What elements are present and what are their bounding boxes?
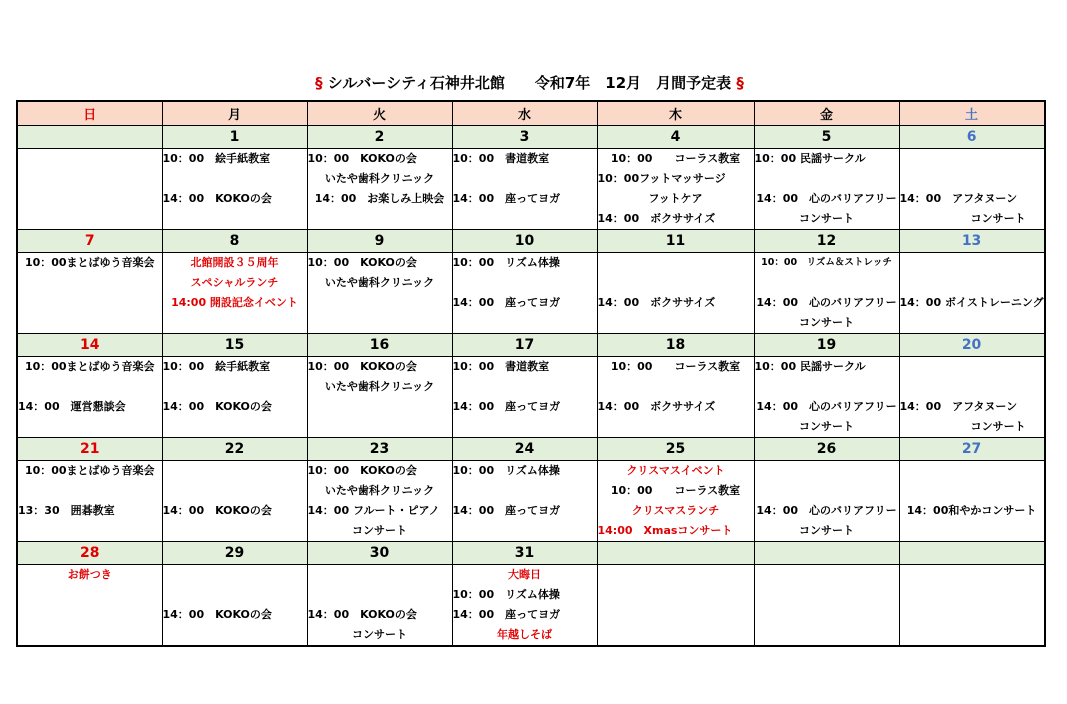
event-line: 10：00まとばゆう音楽会 xyxy=(24,256,155,269)
date-number xyxy=(17,126,162,149)
event-line xyxy=(308,565,452,585)
date-number: 9 xyxy=(307,230,452,253)
event-line: フットケア xyxy=(648,192,703,205)
day-cell xyxy=(307,253,452,334)
day-cell xyxy=(754,565,899,647)
date-number: 28 xyxy=(17,542,162,565)
calendar-body xyxy=(17,126,1045,647)
day-cell xyxy=(597,253,754,334)
date-number: 2 xyxy=(307,126,452,149)
event-line: 14：00 KOKOの会 xyxy=(162,400,272,413)
event-line xyxy=(453,169,597,189)
event-line: スペシャルランチ xyxy=(190,276,279,289)
event-line: 10：00 書道教室 xyxy=(452,360,550,373)
event-line xyxy=(18,481,162,501)
event-line: クリスマスランチ xyxy=(631,504,720,517)
event-line xyxy=(900,461,1044,481)
event-line: 14:00 開設記念イベント xyxy=(171,296,298,309)
event-line xyxy=(900,149,1044,169)
event-line: コンサート xyxy=(799,316,854,329)
event-line: コンサート xyxy=(799,212,854,225)
date-number: 1 xyxy=(162,126,307,149)
event-line: いたや歯科クリニック xyxy=(324,380,435,393)
event-line: 14：00 KOKOの会 xyxy=(307,608,417,621)
event-line xyxy=(453,481,597,501)
event-line: 14:00 Xmasコンサート xyxy=(597,524,733,537)
day-cell xyxy=(307,357,452,438)
date-row xyxy=(17,334,1045,357)
date-number: 30 xyxy=(307,542,452,565)
event-line: 10：00フットマッサージ xyxy=(597,172,726,185)
section-mark-right: § xyxy=(736,74,744,92)
date-number: 7 xyxy=(17,230,162,253)
day-cell xyxy=(597,149,754,230)
event-line: コンサート xyxy=(970,420,1026,433)
date-number: 31 xyxy=(452,542,597,565)
event-line: 14：00 KOKOの会 xyxy=(162,608,272,621)
day-cell xyxy=(17,149,162,230)
event-line: 14：00 ボイストレーニング xyxy=(899,296,1044,309)
day-cell xyxy=(17,357,162,438)
event-line xyxy=(598,377,754,397)
event-line xyxy=(163,481,307,501)
date-number: 10 xyxy=(452,230,597,253)
weekday-sun: 日 xyxy=(17,101,162,126)
event-line: 10：00 コーラス教室 xyxy=(610,484,741,497)
date-row xyxy=(17,126,1045,149)
event-line xyxy=(308,585,452,605)
monthly-schedule-table xyxy=(16,100,1046,647)
day-cell xyxy=(162,461,307,542)
day-cell xyxy=(754,253,899,334)
event-line: 14：00 アフタヌーン xyxy=(899,192,1018,205)
event-line: コンサート xyxy=(352,628,407,641)
event-line: 14：00和やかコンサート xyxy=(906,504,1037,517)
event-line: コンサート xyxy=(799,524,854,537)
event-line: 10：00まとばゆう音楽会 xyxy=(24,464,155,477)
event-line: 14：00 心のバリアフリー xyxy=(756,504,897,517)
event-line xyxy=(453,209,597,229)
event-line: 10：00 リズム体操 xyxy=(452,464,560,477)
day-cell xyxy=(17,253,162,334)
event-line: 14：00 心のバリアフリー xyxy=(756,400,897,413)
weekday-fri: 金 xyxy=(754,101,899,126)
event-line xyxy=(900,273,1044,293)
date-number: 25 xyxy=(597,438,754,461)
day-cell xyxy=(899,565,1045,647)
event-line: 14：00 アフタヌーン xyxy=(899,400,1018,413)
event-line: 14：00 座ってヨガ xyxy=(452,608,561,621)
date-number: 12 xyxy=(754,230,899,253)
event-line xyxy=(900,169,1044,189)
day-cell xyxy=(307,149,452,230)
events-row xyxy=(17,149,1045,230)
weekday-header-row xyxy=(17,101,1045,126)
day-cell xyxy=(899,357,1045,438)
event-line xyxy=(308,209,452,229)
event-line: 10：00 絵手紙教室 xyxy=(162,360,271,373)
day-cell xyxy=(17,461,162,542)
date-number xyxy=(754,542,899,565)
event-line: 10：00 KOKOの会 xyxy=(307,152,417,165)
day-cell xyxy=(162,357,307,438)
day-cell xyxy=(162,253,307,334)
date-number: 21 xyxy=(17,438,162,461)
date-number: 22 xyxy=(162,438,307,461)
weekday-mon: 月 xyxy=(162,101,307,126)
event-line: 14：00 座ってヨガ xyxy=(452,192,561,205)
event-line: 14：00 心のバリアフリー xyxy=(756,296,897,309)
event-line: お餅つき xyxy=(67,568,112,581)
date-number: 20 xyxy=(899,334,1045,357)
event-line xyxy=(900,253,1044,273)
event-line: 14：00 座ってヨガ xyxy=(452,504,561,517)
event-line xyxy=(453,273,597,293)
event-line xyxy=(755,169,899,189)
date-number: 13 xyxy=(899,230,1045,253)
date-number: 15 xyxy=(162,334,307,357)
event-line: 14：00 運営懇談会 xyxy=(18,400,126,413)
events-row xyxy=(17,461,1045,542)
event-line: 10：00 リズム＆ストレッチ xyxy=(761,257,892,268)
date-row xyxy=(17,438,1045,461)
event-line: 10：00 リズム体操 xyxy=(452,588,560,601)
event-line xyxy=(163,169,307,189)
event-line: 10：00 書道教室 xyxy=(452,152,550,165)
weekday-wed: 水 xyxy=(452,101,597,126)
date-number: 3 xyxy=(452,126,597,149)
title-text: シルバーシティ石神井北館 令和7年 12月 月間予定表 xyxy=(327,74,732,92)
day-cell xyxy=(754,149,899,230)
date-row xyxy=(17,230,1045,253)
date-number: 8 xyxy=(162,230,307,253)
event-line: 10：00 民謡サークル xyxy=(754,360,866,373)
event-line: いたや歯科クリニック xyxy=(324,172,435,185)
date-number xyxy=(597,542,754,565)
event-line xyxy=(453,377,597,397)
event-line xyxy=(163,209,307,229)
date-number: 5 xyxy=(754,126,899,149)
day-cell xyxy=(162,149,307,230)
events-row xyxy=(17,357,1045,438)
date-number: 19 xyxy=(754,334,899,357)
weekday-thu: 木 xyxy=(597,101,754,126)
weekday-sat: 土 xyxy=(899,101,1045,126)
event-line: いたや歯科クリニック xyxy=(324,484,435,497)
date-number: 29 xyxy=(162,542,307,565)
event-line: 14：00 心のバリアフリー xyxy=(756,192,897,205)
day-cell xyxy=(597,461,754,542)
day-cell xyxy=(452,253,597,334)
date-number: 24 xyxy=(452,438,597,461)
day-cell xyxy=(307,461,452,542)
day-cell xyxy=(17,565,162,647)
event-line xyxy=(900,357,1044,377)
event-line: 年越しそば xyxy=(497,628,552,641)
event-line: 10：00 絵手紙教室 xyxy=(162,152,271,165)
calendar-title xyxy=(16,70,1043,96)
date-number: 14 xyxy=(17,334,162,357)
weekday-tue: 火 xyxy=(307,101,452,126)
event-line: 10：00 KOKOの会 xyxy=(307,256,417,269)
date-number: 11 xyxy=(597,230,754,253)
event-line: 10：00 リズム体操 xyxy=(452,256,560,269)
day-cell xyxy=(162,565,307,647)
day-cell xyxy=(597,565,754,647)
event-line: コンサート xyxy=(799,420,854,433)
day-cell xyxy=(307,565,452,647)
date-number: 4 xyxy=(597,126,754,149)
event-line: コンサート xyxy=(352,524,407,537)
events-row xyxy=(17,253,1045,334)
day-cell xyxy=(899,461,1045,542)
event-line: 14：00 座ってヨガ xyxy=(452,400,561,413)
event-line xyxy=(900,377,1044,397)
event-line: 10：00まとばゆう音楽会 xyxy=(24,360,155,373)
day-cell xyxy=(452,149,597,230)
event-line: 14：00 ボクササイズ xyxy=(597,296,716,309)
date-number: 6 xyxy=(899,126,1045,149)
date-number: 17 xyxy=(452,334,597,357)
event-line: コンサート xyxy=(970,212,1026,225)
event-line xyxy=(598,253,754,273)
event-line: 14：00 座ってヨガ xyxy=(452,296,561,309)
day-cell xyxy=(754,357,899,438)
event-line: 14：00 KOKOの会 xyxy=(162,504,272,517)
date-number: 23 xyxy=(307,438,452,461)
date-row xyxy=(17,542,1045,565)
event-line: 10：00 KOKOの会 xyxy=(307,464,417,477)
day-cell xyxy=(597,357,754,438)
date-number: 26 xyxy=(754,438,899,461)
date-number: 18 xyxy=(597,334,754,357)
event-line: 14：00 ボクササイズ xyxy=(597,400,716,413)
event-line xyxy=(18,377,162,397)
day-cell xyxy=(754,461,899,542)
event-line: 10：00 コーラス教室 xyxy=(610,152,741,165)
event-line: クリスマスイベント xyxy=(626,464,725,477)
event-line xyxy=(755,461,899,481)
event-line: 10：00 コーラス教室 xyxy=(610,360,741,373)
event-line: 14：00 お楽しみ上映会 xyxy=(314,192,445,205)
event-line xyxy=(163,585,307,605)
event-line xyxy=(163,377,307,397)
event-line xyxy=(900,481,1044,501)
event-line: 14：00 ボクササイズ xyxy=(597,212,716,225)
event-line xyxy=(163,565,307,585)
event-line: いたや歯科クリニック xyxy=(324,276,435,289)
event-line: 大晦日 xyxy=(508,568,541,581)
date-number: 27 xyxy=(899,438,1045,461)
date-number: 16 xyxy=(307,334,452,357)
date-number xyxy=(899,542,1045,565)
event-line: 14：00 フルート・ピアノ xyxy=(307,504,440,517)
event-line xyxy=(598,273,754,293)
day-cell xyxy=(452,461,597,542)
event-line: 10：00 KOKOの会 xyxy=(307,360,417,373)
event-line xyxy=(163,461,307,481)
event-line: 14：00 KOKOの会 xyxy=(162,192,272,205)
event-line: 13：30 囲碁教室 xyxy=(18,504,115,517)
day-cell xyxy=(899,149,1045,230)
event-line: 10：00 民謡サークル xyxy=(754,152,866,165)
day-cell xyxy=(452,565,597,647)
day-cell xyxy=(899,253,1045,334)
event-line: 北館開設３５周年 xyxy=(190,256,279,269)
event-line xyxy=(755,377,899,397)
section-mark-left: § xyxy=(315,74,323,92)
event-line xyxy=(755,481,899,501)
event-line xyxy=(755,273,899,293)
events-row xyxy=(17,565,1045,647)
day-cell xyxy=(452,357,597,438)
